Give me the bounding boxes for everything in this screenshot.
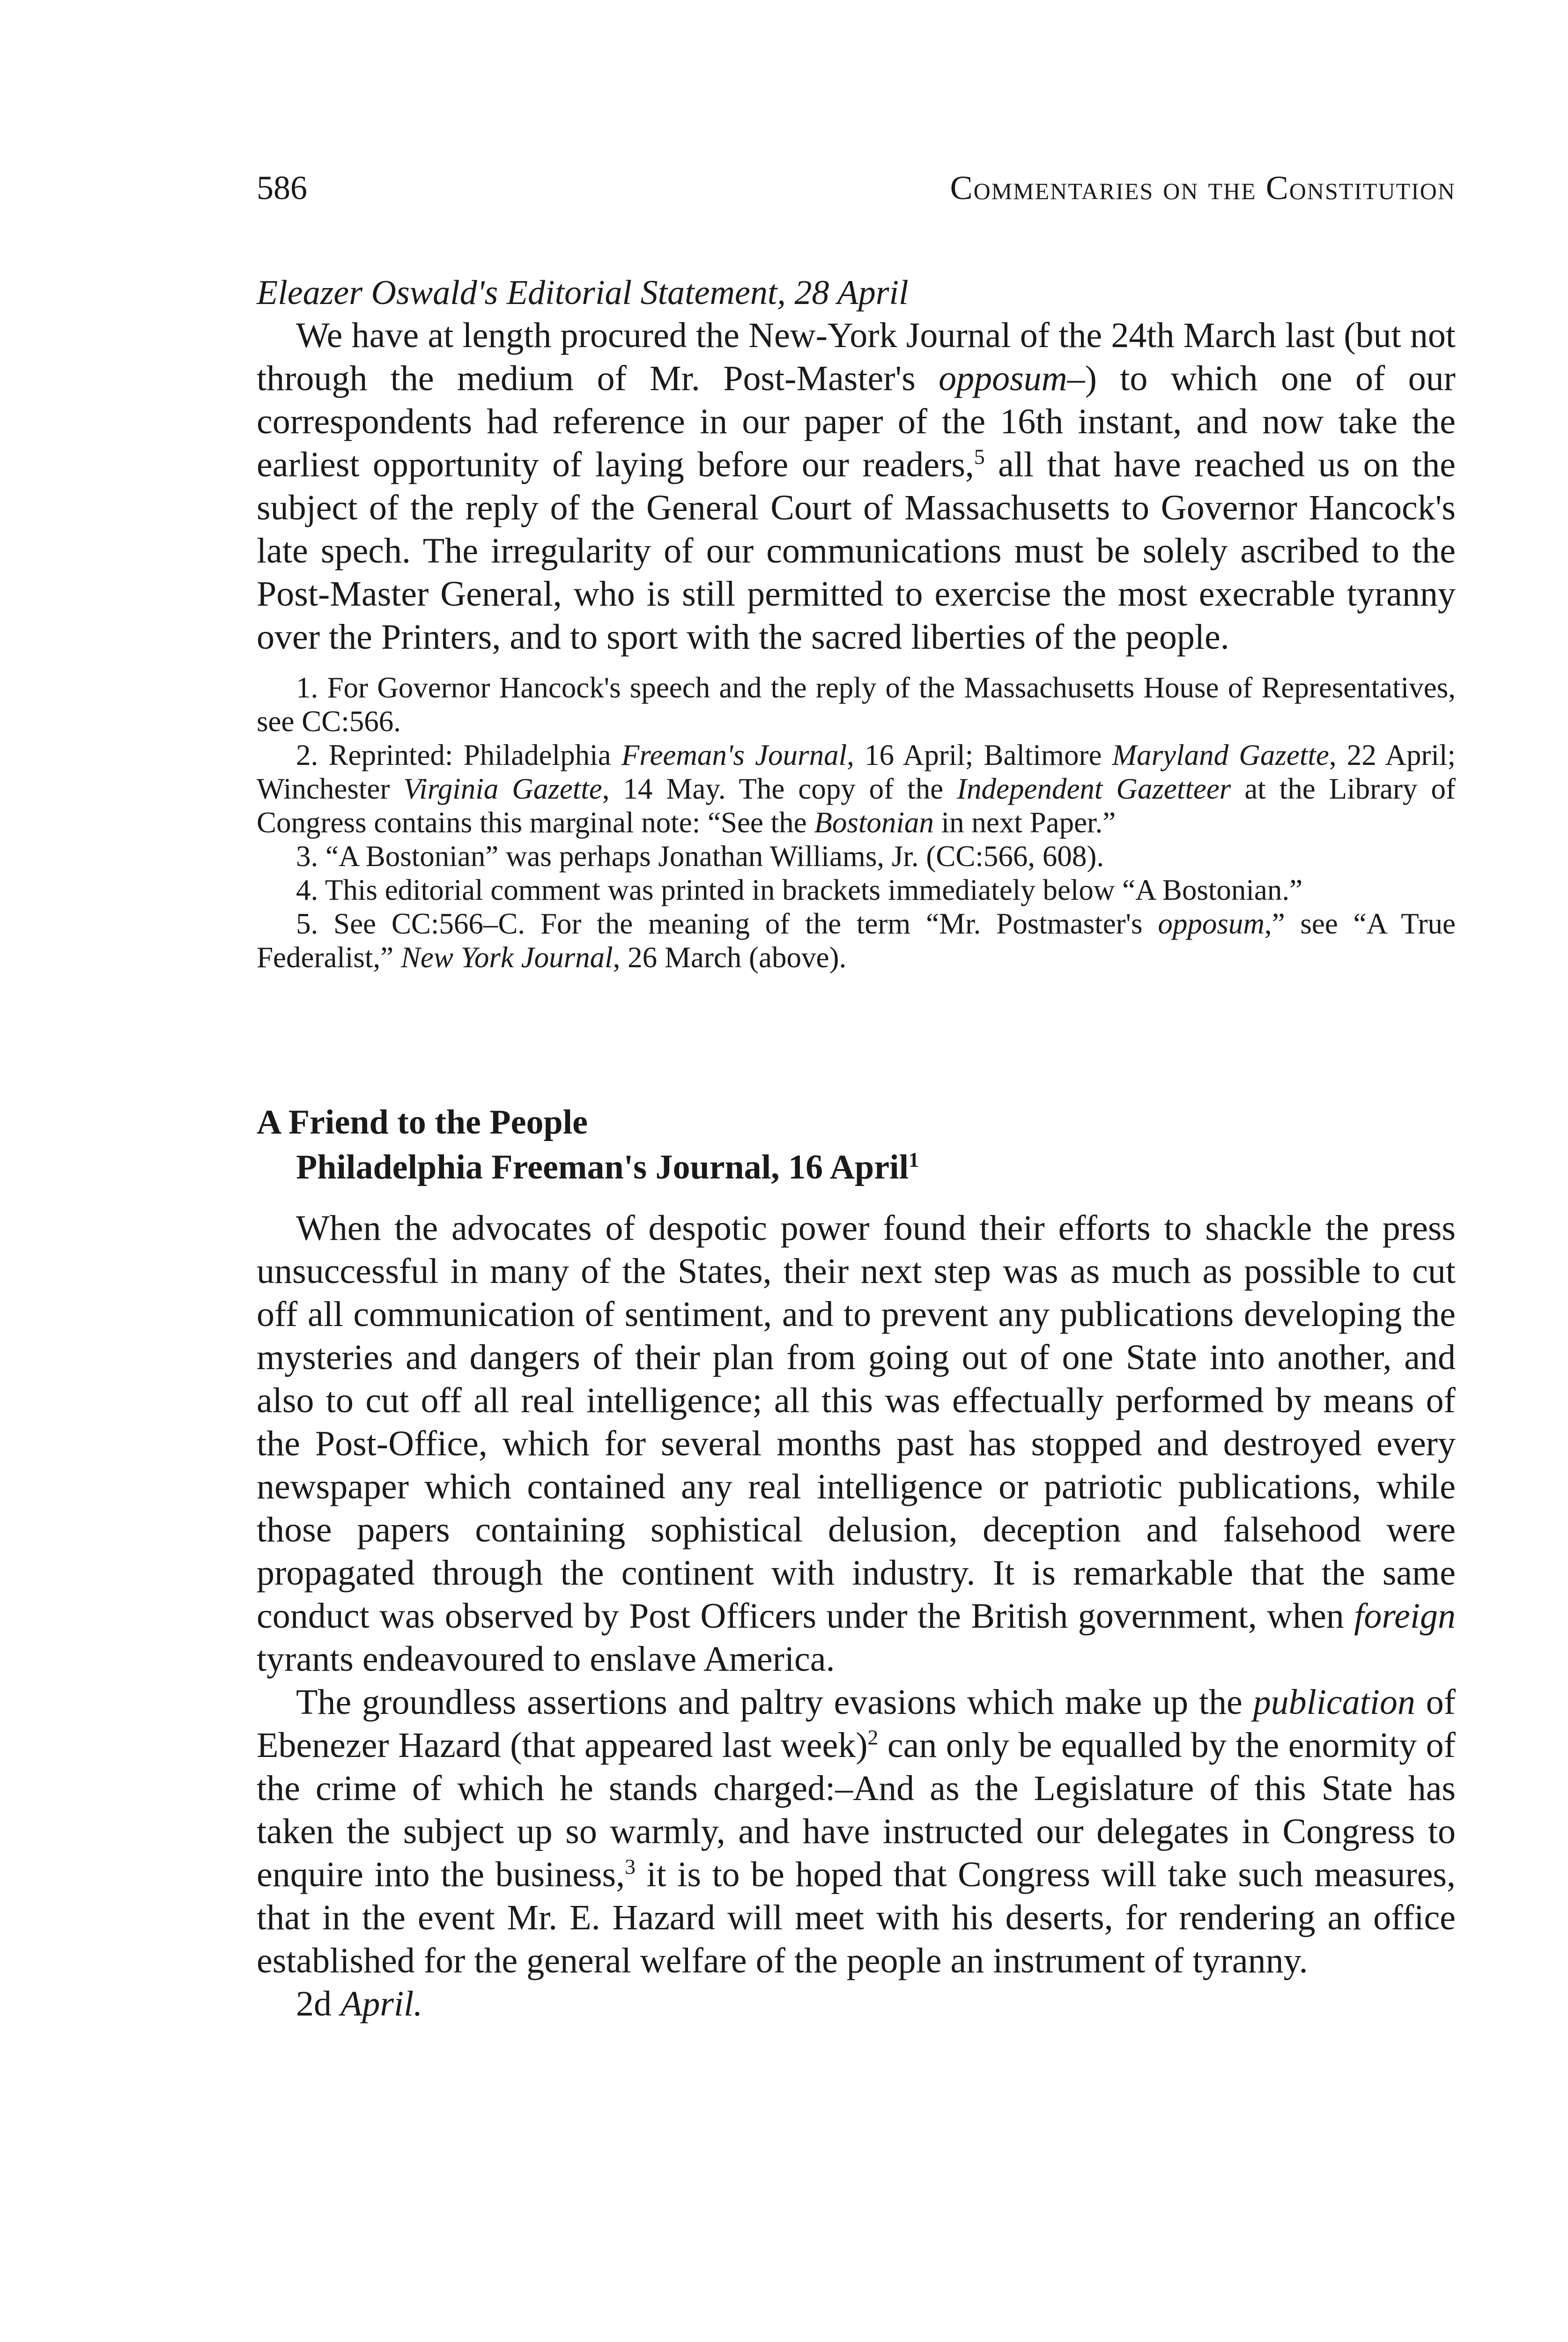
dateline: 2d April. — [296, 1984, 423, 2023]
section-heading: Eleazer Oswald's Editorial Statement, 28 April — [257, 274, 909, 312]
document-body — [257, 1207, 1456, 2025]
editorial-paragraph: We have at length procured the New-York Journal of the 24th March last (but not through the medium of Mr. Post-Master's opposum–) to which one of our correspondents had reference in our paper of the 16th instant, and now take the earliest opportunity of laying before our readers,$^5$ all that have reached us on the subject of the reply of the General Court of Massachusetts to Governor Hancock's late spech. The irregularity of our communications must be solely ascribed to the Post-Master General, who is still permitted to exercise the most execrable tyranny over the Printers, and to sport with the sacred liberties of the people. — [257, 316, 1456, 657]
footnote-ref: 1 — [909, 1148, 919, 1171]
footnote-1: 1. For Governor Hancock's speech and the reply of the Massachusetts House of Representatives, see CC:566. — [257, 671, 1456, 738]
footnote-5: 5. See CC:566–C. For the meaning of the term “Mr. Postmaster's opposum,” see “A True Federalist,” New York Journal, 26 March (above). — [257, 907, 1456, 974]
document-source: Philadelphia Freeman's Journal, 16 April$^1$ — [296, 1148, 919, 1186]
body-paragraph-2: The groundless assertions and paltry evasions which make up the publication of Ebenezer Hazard (that appeared last week)$^2$ can only be equalled by the enormity of the crime of which he stands charged:–And as the Legislature of this State has taken the subject up so warmly, and have instructed our delegates in Congress to enquire into the business,$^3$ it is to be hoped that Congress will take such measures, that in the event Mr. E. Hazard will meet with his deserts, for rendering an office established for the general welfare of the people an instrument of tyranny. — [257, 1682, 1456, 1980]
footnote-2: 2. Reprinted: Philadelphia Freeman's Journal, 16 April; Baltimore Maryland Gazette, 22 April; Winchester Virginia Gazette, 14 May. The copy of the Independent Gazetteer at the Library of Congress contains this marginal note: “See the Bostonian in next Paper.” — [257, 739, 1456, 839]
book-page — [257, 169, 1456, 2025]
running-title: Commentaries on the Constitution — [950, 169, 1456, 207]
running-head — [257, 169, 1456, 215]
body-paragraph-1: When the advocates of despotic power found their efforts to shackle the press unsuccessful in many of the States, their next step was as much as possible to cut off all communication of sentiment, and to prevent any publications developing the mysteries and dangers of their plan from going out of one State into another, and also to cut off all real intelligence; all this was effectually performed by means of the Post-Office, which for several months past has stopped and destroyed every newspaper which contained any real intelligence or patriotic publications, while those papers containing sophistical delusion, deception and falsehood were propagated through the continent with industry. It is remarkable that the same conduct was observed by Post Officers under the British government, when foreign tyrants endeavoured to enslave America. — [257, 1208, 1456, 1679]
page-number: 586 — [257, 169, 307, 207]
footnote-ref: 3 — [625, 1854, 636, 1879]
footnote-ref: 2 — [867, 1725, 879, 1749]
footnote-4: 4. This editorial comment was printed in brackets immediately below “A Bostonian.” — [296, 874, 1303, 906]
footnote-3: 3. “A Bostonian” was perhaps Jonathan Williams, Jr. (CC:566, 608). — [296, 840, 1104, 873]
footnotes — [257, 671, 1456, 974]
footnote-ref: 5 — [974, 445, 985, 469]
document-title: A Friend to the People — [257, 1103, 588, 1141]
